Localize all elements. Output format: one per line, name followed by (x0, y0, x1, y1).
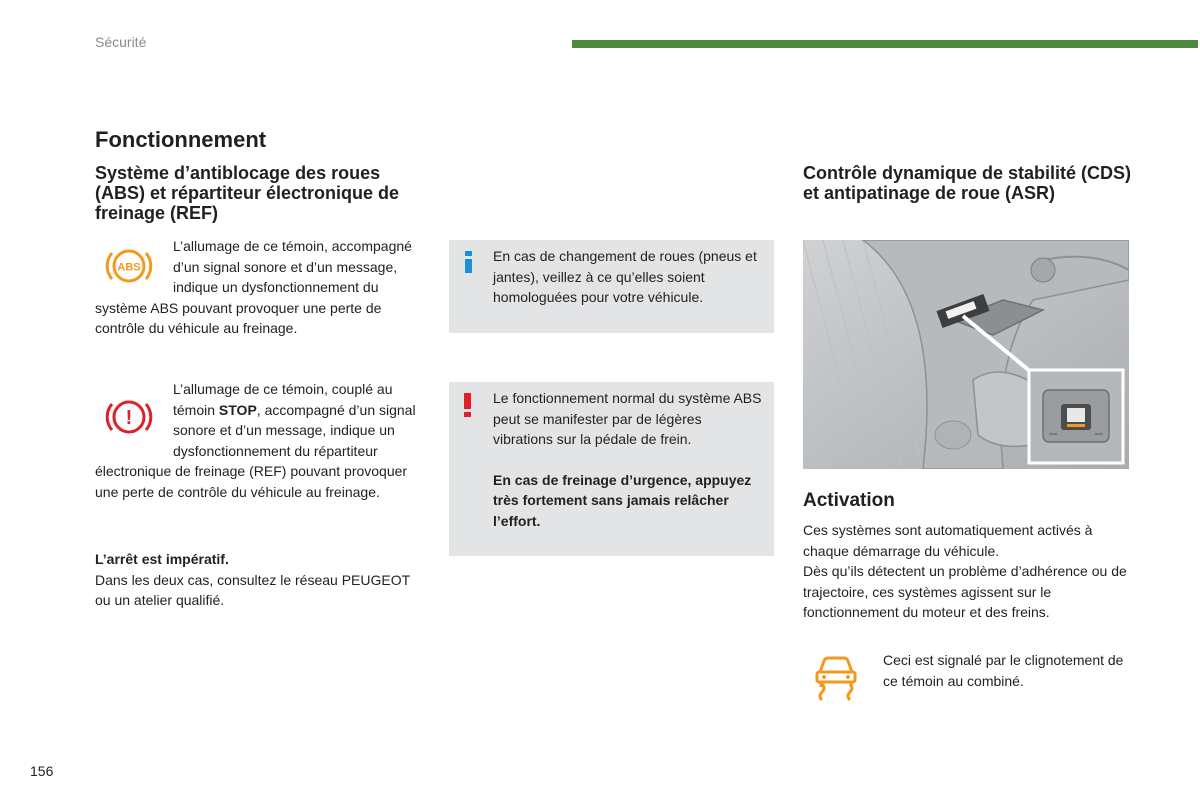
cds-heading: Contrôle dynamique de stabilité (CDS) et antipatinage de roue (ASR) (803, 163, 1132, 203)
caution-note (449, 382, 774, 556)
skidding-car-icon (812, 652, 860, 702)
warning-block (95, 549, 425, 611)
abs-icon-label: ABS (117, 261, 141, 274)
brake-paragraph (95, 379, 425, 502)
warning-text: Dans les deux cas, consultez le réseau PEUGEOT ou un atelier qualifié. (95, 571, 410, 608)
esp-text: Ceci est signalé par le clignotement de ce témoin au combiné. (883, 652, 1124, 689)
abs-warning-icon (95, 236, 173, 294)
page-number: 156 (30, 763, 54, 779)
page-title: Fonctionnement (95, 127, 267, 152)
dashboard-button-photo (803, 240, 1129, 469)
exclamation-icon (463, 393, 473, 417)
activation-block (803, 520, 1128, 623)
activation-text-2: Dès qu’ils détectent un problème d’adhérence ou de trajectoire, ces systèmes agissent sur le fonctionnement du moteur et des freins. (803, 563, 1127, 620)
brake-warning-icon (95, 379, 173, 457)
brake-text-stop: STOP (218, 401, 257, 418)
activation-text-1: Ces systèmes sont automatiquement activés à chaque démarrage du véhicule. (803, 522, 1093, 559)
abs-paragraph (95, 236, 425, 339)
warning-bold: L’arrêt est impératif. (95, 551, 229, 567)
brake-text-1: L’allumage de ce témoin, couplé au témoin (173, 381, 393, 418)
info-icon (463, 251, 475, 273)
abs-heading: Système d’antiblocage des roues (ABS) et répartiteur électronique de freinage (REF) (95, 163, 400, 223)
abs-text: L’allumage de ce témoin, accompagné d’un signal sonore et d’un message, indique un dysfonctionnement du système ABS pouvant provoquer une perte de contrôle du véhicule au freinage. (95, 238, 412, 336)
caution-note-text: Le fonctionnement normal du système ABS peut se manifester par de légères vibrations sur la pédale de frein. (493, 390, 762, 447)
brake-text-2: , accompagné d’un signal sonore et d’un message, indique un dysfonctionnement du répartiteur électronique de freinage (REF) pouvant provoquer une perte de contrôle du véhicule au freinage. (95, 401, 416, 500)
brake-icon-label: ! (125, 407, 133, 429)
info-note-text: En cas de changement de roues (pneus et jantes), veillez à ce qu’elles soient homologuées pour votre véhicule. (493, 248, 757, 305)
caution-note-bold: En cas de freinage d’urgence, appuyez très fortement sans jamais relâcher l’effort. (493, 471, 752, 529)
activation-heading: Activation (803, 490, 895, 511)
header-accent-bar (572, 40, 1198, 48)
info-note (449, 240, 774, 333)
section-label: Sécurité (95, 34, 147, 50)
